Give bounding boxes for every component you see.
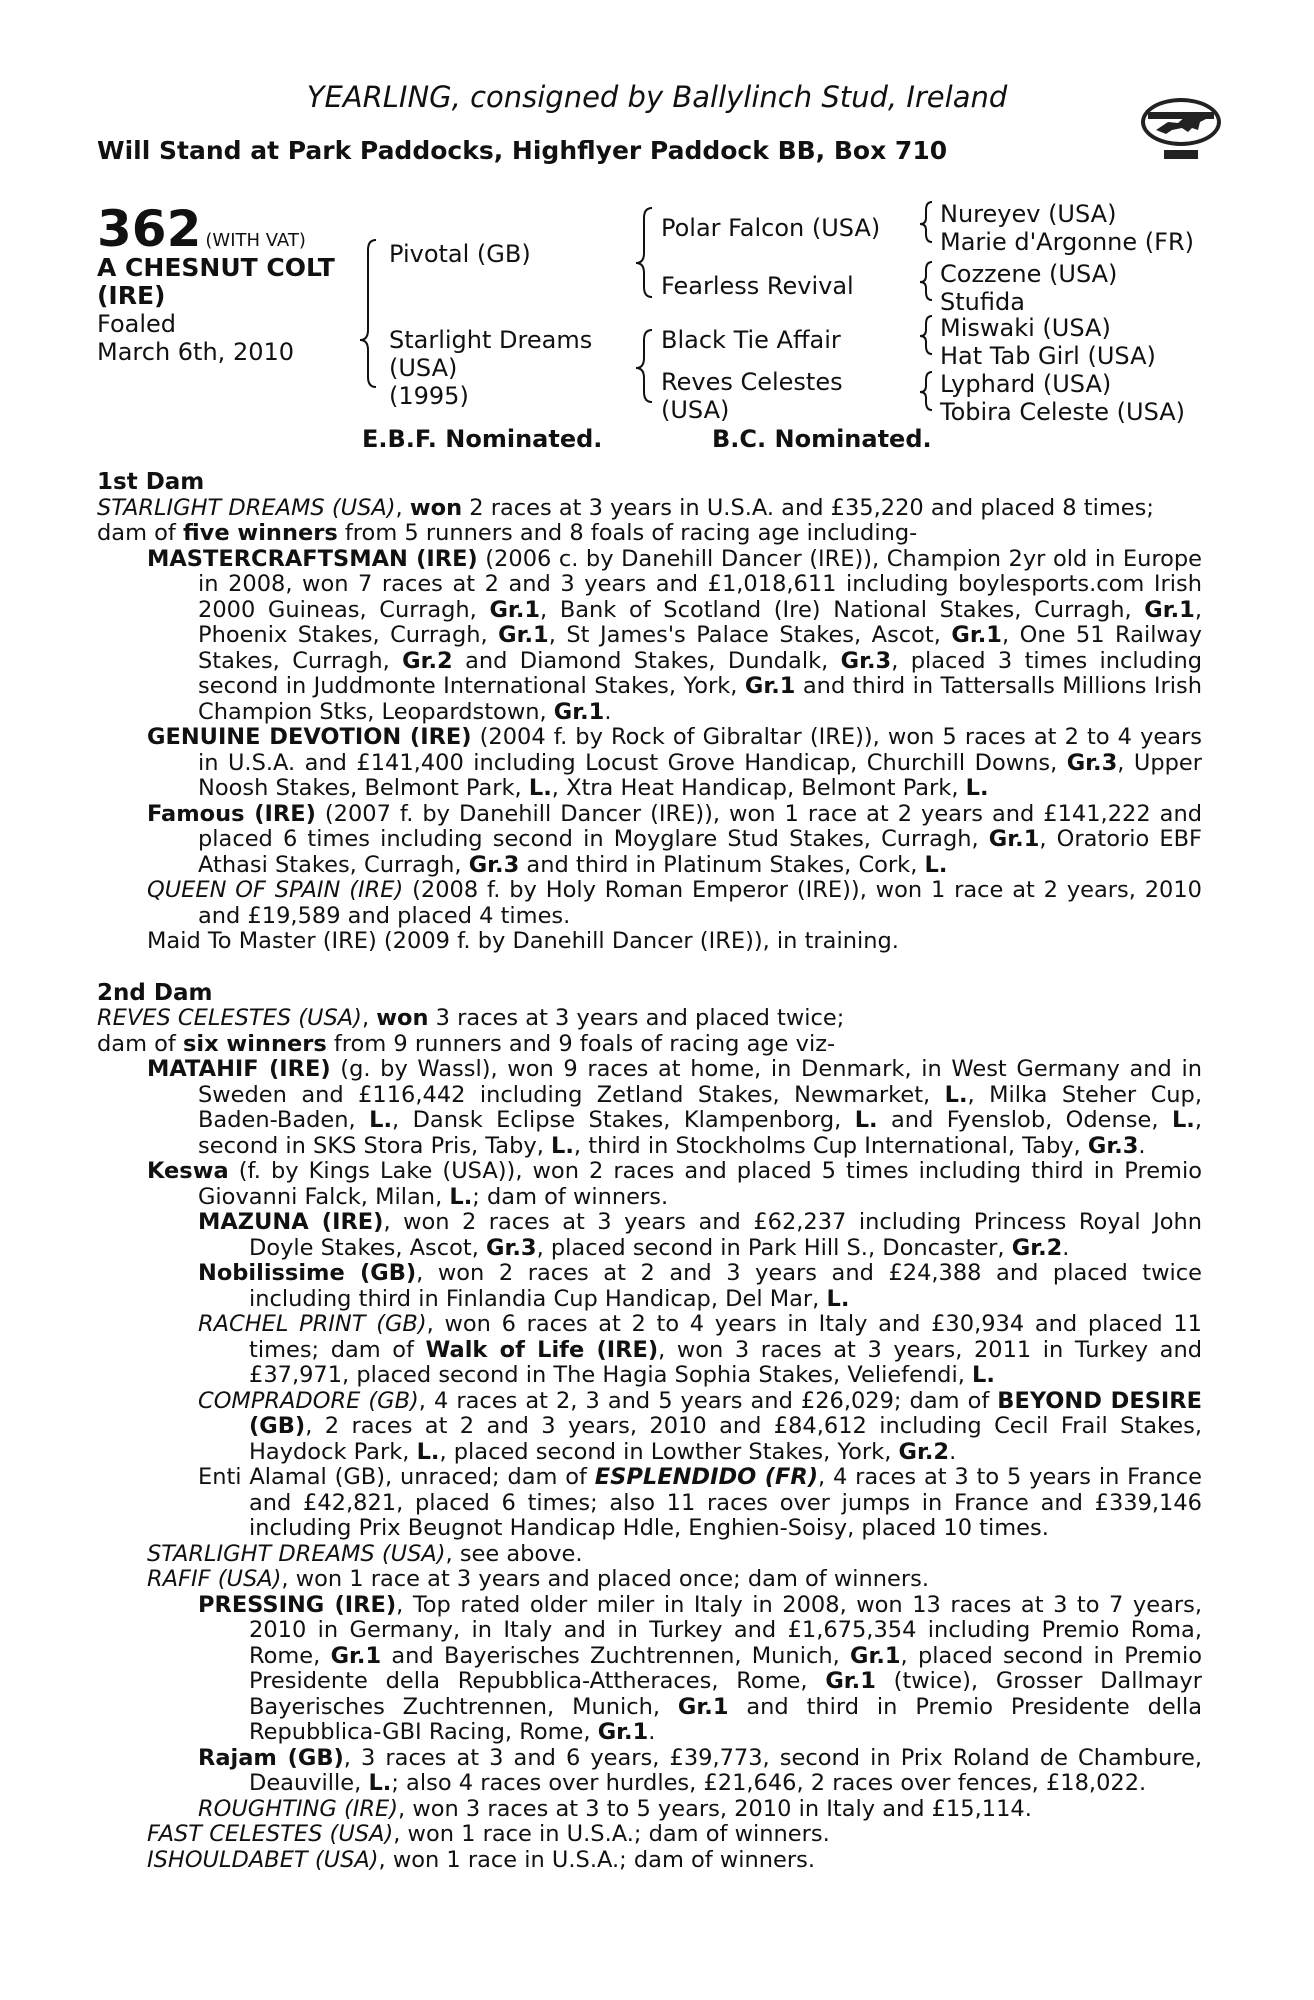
lot-name-line1: A CHESNUT COLT bbox=[97, 253, 335, 282]
produce-matahif: MATAHIF (IRE) (g. by Wassl), won 9 races at home, in Denmark, in West Germany and in Sweden and £116,442 including Zetland Stakes, Newmarket, L., Milka Steher Cup, Baden-Baden, L., Dansk Eclipse Stakes, Klampenborg, L. and Fyenslob, Odense, L., second in SKS Stora Pris, Taby, L., third in Stockholms Cup International, Taby, Gr.3. bbox=[147, 1056, 1202, 1159]
grade: Gr.1 bbox=[951, 622, 1002, 648]
horse-name: Keswa bbox=[147, 1158, 229, 1184]
bc-nominated: B.C. Nominated. bbox=[712, 425, 932, 453]
pedigree-ssd: Marie d'Argonne (FR) bbox=[940, 228, 1194, 256]
grade: Gr.1 bbox=[1144, 596, 1195, 623]
dam-dam-line2: (USA) bbox=[661, 396, 730, 424]
grade: Gr.3 bbox=[486, 1234, 537, 1261]
text: , Bank of Scotland (Ire) National Stakes, Curragh, bbox=[540, 596, 1145, 623]
dam bbox=[389, 326, 592, 410]
text: , won 6 races at 2 to 4 years in Italy and £30,934 and placed 11 times; dam of bbox=[249, 1311, 1202, 1363]
sire: Pivotal (GB) bbox=[389, 240, 531, 268]
horse-name: ESPLENDIDO (FR) bbox=[594, 1464, 819, 1490]
text: , won 1 race in U.S.A.; dam of winners. bbox=[393, 1821, 830, 1847]
pedigree-dds: Lyphard (USA) bbox=[940, 370, 1112, 398]
text: , 4 races at 2, 3 and 5 years and £26,029; dam of bbox=[418, 1387, 998, 1414]
won-label: won bbox=[376, 1005, 429, 1031]
text: and third in Premio Presidente della Repubblica-GBI Racing, Rome, bbox=[249, 1693, 1202, 1745]
produce-rajam bbox=[97, 1746, 1202, 1797]
text: , Phoenix Stakes, Curragh, bbox=[198, 596, 1202, 648]
text: , won 2 races at 2 and 3 years and £24,388 and placed twice including third in Finlandia Cup Handicap, Del Mar, bbox=[249, 1260, 1202, 1312]
text: , 2 races at 2 and 3 years, 2010 and £84,612 including Cecil Frail Stakes, Haydock Park, bbox=[249, 1413, 1202, 1465]
text: , St James's Palace Stakes, Ascot, bbox=[548, 622, 952, 648]
text: dam of bbox=[97, 520, 183, 546]
horse-name: BEYOND DESIRE (GB) bbox=[249, 1387, 1202, 1439]
won-label: won bbox=[409, 494, 463, 521]
produce-enti-alamal bbox=[97, 1465, 1202, 1542]
text: , won 3 races at 3 years, 2011 in Turkey and £37,971, placed second in The Hagia Sophia Stakes, Veliefendi, bbox=[249, 1336, 1202, 1388]
winners-count: six winners bbox=[182, 1030, 327, 1057]
dam-dam bbox=[661, 368, 843, 424]
text: and third in Tattersalls Millions Irish Champion Stks, Leopardstown, bbox=[198, 673, 1202, 725]
grade: Gr.3 bbox=[1087, 1132, 1139, 1159]
grade: Gr.1 bbox=[553, 698, 605, 725]
horse-name: Rajam (GB) bbox=[198, 1744, 344, 1771]
sire-dam: Fearless Revival bbox=[661, 272, 854, 300]
text: (2007 f. by Danehill Dancer (IRE)), won 1 race at 2 years and £141,222 and placed 6 times including second in Moyglare Stud Stakes, Curragh, bbox=[198, 800, 1202, 852]
produce-starlight-dreams bbox=[97, 1542, 1202, 1568]
text: , won 2 races at 3 years and £62,237 including Princess Royal John Doyle Stakes, Ascot, bbox=[249, 1209, 1203, 1261]
produce-nobilissime bbox=[97, 1261, 1202, 1312]
text: , Xtra Heat Handicap, Belmont Park, bbox=[551, 775, 966, 801]
produce-keswa bbox=[97, 1159, 1202, 1210]
text: (2006 c. by Danehill Dancer (IRE)), Champion 2yr old in Europe in 2008, won 7 races at 2 and 3 years and £1,018,611 including boylesports.com Irish 2000 Guineas, Curragh, bbox=[198, 545, 1202, 623]
text: , won 1 race in U.S.A.; dam of winners. bbox=[378, 1846, 815, 1873]
grade: Gr.2 bbox=[402, 647, 453, 674]
produce-mastercraftsman bbox=[97, 547, 1202, 726]
horse-name: STARLIGHT DREAMS (USA) bbox=[147, 1540, 446, 1567]
grade: L. bbox=[416, 1438, 440, 1465]
horse-name: FAST CELESTES (USA) bbox=[147, 1821, 394, 1847]
grade: Gr.1 bbox=[988, 826, 1040, 852]
text: from 5 runners and 8 foals of racing age including- bbox=[337, 520, 918, 546]
grade: L. bbox=[368, 1770, 392, 1796]
catalogue-body bbox=[97, 470, 1202, 1873]
lot-name-line2: (IRE) bbox=[97, 281, 166, 310]
pedigree-sss: Nureyev (USA) bbox=[940, 200, 1117, 228]
dam-name-line2: (USA) bbox=[389, 354, 458, 382]
text: , won 3 races at 3 to 5 years, 2010 in Italy and £15,114. bbox=[398, 1795, 1032, 1822]
grade: Gr.3 bbox=[1066, 749, 1118, 776]
text: , placed second in Premio Presidente della Repubblica-Attheraces, Rome, bbox=[249, 1642, 1202, 1694]
produce-compradore: COMPRADORE (GB), 4 races at 2, 3 and 5 years and £26,029; dam of BEYOND DESIRE (GB), 2 races at 2 and 3 years, 2010 and £84,612 including Cecil Frail Stakes, Haydock Park, L., placed second in Lowther Stakes, York, Gr.2. bbox=[198, 1387, 1202, 1465]
text: , placed 3 times including second in Juddmonte International Stakes, York, bbox=[198, 647, 1203, 699]
grade: Gr.3 bbox=[840, 647, 892, 674]
produce-mazuna: MAZUNA (IRE), won 2 races at 3 years and £62,237 including Princess Royal John Doyle Stakes, Ascot, Gr.3, placed second in Park Hill S., Doncaster, Gr.2. bbox=[198, 1209, 1203, 1261]
horse-name: PRESSING (IRE) bbox=[198, 1591, 397, 1618]
grade: Gr.1 bbox=[330, 1642, 382, 1669]
dam-name-line3: (1995) bbox=[389, 382, 469, 410]
text: , third in Stockholms Cup International, Taby, bbox=[573, 1132, 1088, 1159]
produce-genuine-devotion bbox=[97, 725, 1202, 802]
text: , One 51 Railway Stakes, Curragh, bbox=[198, 622, 1202, 674]
second-dam-intro: REVES CELESTES (USA), won 3 races at 3 years and placed twice; bbox=[97, 1005, 845, 1031]
text: Enti Alamal (GB), unraced; dam of bbox=[198, 1464, 595, 1490]
grade: L. bbox=[551, 1132, 574, 1159]
pedigree-sds: Cozzene (USA) bbox=[940, 260, 1118, 288]
text: Maid To Master (IRE) (2009 f. by Danehill Dancer (IRE)), in training. bbox=[147, 928, 899, 954]
dam-sire: Black Tie Affair bbox=[661, 326, 841, 354]
produce-maid-to-master bbox=[97, 929, 1202, 955]
produce-famous bbox=[97, 802, 1202, 879]
foaled-label: Foaled bbox=[97, 310, 177, 338]
produce-rafif bbox=[97, 1567, 1202, 1593]
produce-fast-celestes bbox=[97, 1822, 1202, 1848]
text: , 4 races at 3 to 5 years in France and £42,821, placed 6 times; also 11 races over jumps in France and £339,146 including Prix Beugnot Handicap Hdle, Enghien-Soisy, placed 10 times. bbox=[249, 1464, 1202, 1541]
grade: Gr.1 bbox=[744, 673, 796, 699]
foaled-value: March 6th, 2010 bbox=[97, 338, 295, 366]
horse-name: MASTERCRAFTSMAN (IRE) bbox=[147, 545, 478, 572]
grade: Gr.2 bbox=[898, 1438, 950, 1465]
winners-count: five winners bbox=[182, 520, 338, 546]
horse-name: ROUGHTING (IRE) bbox=[198, 1795, 399, 1822]
text: , placed second in Park Hill S., Doncaster, bbox=[536, 1234, 1012, 1261]
text: (twice), Grosser Dallmayr Bayerisches Zuchtrennen, Munich, bbox=[249, 1668, 1202, 1720]
dam-dam-line1: Reves Celestes bbox=[661, 368, 843, 396]
horse-name: Famous (IRE) bbox=[147, 800, 316, 827]
text: . bbox=[604, 698, 612, 725]
text: (g. by Wassl), won 9 races at home, in Denmark, in West Germany and in Sweden and £116,442 including Zetland Stakes, Newmarket, bbox=[198, 1056, 1202, 1108]
pedigree-dss: Miswaki (USA) bbox=[940, 314, 1111, 342]
horse-name: ISHOULDABET (USA) bbox=[147, 1846, 379, 1873]
text: and Fyenslob, Odense, bbox=[877, 1107, 1172, 1133]
text: ; dam of winners. bbox=[472, 1183, 669, 1210]
grade: Gr.2 bbox=[1011, 1234, 1063, 1261]
grade: L. bbox=[944, 1081, 968, 1108]
horse-name: RAFIF (USA) bbox=[147, 1566, 282, 1592]
text: , Top rated older miler in Italy in 2008, won 13 races at 3 to 7 years, 2010 in Germany, in Italy and in Turkey and £1,675,354 including Premio Roma, Rome, bbox=[249, 1591, 1202, 1669]
grade: Gr.1 bbox=[489, 596, 541, 623]
grade: L. bbox=[972, 1362, 995, 1388]
text: from 9 runners and 9 foals of racing age viz- bbox=[326, 1030, 836, 1057]
text: and Diamond Stakes, Dundalk, bbox=[452, 647, 841, 674]
second-dam-heading: 2nd Dam bbox=[97, 979, 213, 1006]
horse-name: MAZUNA (IRE) bbox=[198, 1209, 384, 1235]
first-dam-intro: STARLIGHT DREAMS (USA), won 2 races at 3 years in U.S.A. and £35,220 and placed 8 times; bbox=[97, 494, 1154, 521]
produce-rachel-print bbox=[97, 1312, 1202, 1389]
grade: L. bbox=[826, 1285, 850, 1312]
produce-roughting bbox=[97, 1797, 1202, 1823]
dam-name: REVES CELESTES (USA) bbox=[97, 1005, 362, 1031]
dam-name: STARLIGHT DREAMS (USA) bbox=[97, 494, 396, 521]
stand-location: Will Stand at Park Paddocks, Highflyer Paddock BB, Box 710 bbox=[97, 136, 948, 165]
grade: L. bbox=[369, 1107, 393, 1133]
grade: Gr.1 bbox=[677, 1693, 729, 1720]
text: , Milka Steher Cup, Baden-Baden, bbox=[198, 1081, 1202, 1133]
horse-name: MATAHIF (IRE) bbox=[147, 1056, 331, 1082]
grade: L. bbox=[924, 851, 948, 878]
text: (2004 f. by Rock of Gibraltar (IRE)), won 5 races at 2 to 4 years in U.S.A. and £141,400 including Locust Grove Handicap, Churchill Downs, bbox=[198, 724, 1202, 776]
text: , Upper Noosh Stakes, Belmont Park, bbox=[198, 749, 1202, 801]
grade: Gr.1 bbox=[597, 1719, 649, 1745]
dam-name-line1: Starlight Dreams bbox=[389, 326, 593, 354]
text: , second in SKS Stora Pris, Taby, bbox=[198, 1107, 1202, 1159]
text: (f. by Kings Lake (USA)), won 2 races and placed 5 times including third in Premio Giovanni Falck, Milan, bbox=[198, 1158, 1202, 1210]
horse-name: QUEEN OF SPAIN (IRE) bbox=[147, 877, 404, 903]
vat-note: (WITH VAT) bbox=[205, 230, 306, 251]
text: (2008 f. by Holy Roman Emperor (IRE)), won 1 race at 2 years, 2010 and £19,589 and placed 4 times. bbox=[198, 877, 1202, 929]
grade: L. bbox=[449, 1183, 473, 1210]
text: ; also 4 races over hurdles, £21,646, 2 races over fences, £18,022. bbox=[391, 1770, 1147, 1796]
intro-text: 3 races at 3 years and placed twice; bbox=[428, 1005, 845, 1031]
horse-name: Walk of Life (IRE) bbox=[425, 1336, 659, 1363]
text: , 3 races at 3 and 6 years, £39,773, second in Prix Roland de Chambure, Deauville, bbox=[249, 1744, 1202, 1796]
sale-heading: YEARLING, consigned by Ballylinch Stud, Ireland bbox=[306, 80, 1008, 114]
text: , won 1 race at 3 years and placed once; dam of winners. bbox=[281, 1566, 930, 1592]
pedigree-ddd: Tobira Celeste (USA) bbox=[940, 398, 1186, 426]
horse-name: GENUINE DEVOTION (IRE) bbox=[147, 724, 472, 750]
horse-name: Nobilissime (GB) bbox=[198, 1260, 417, 1286]
grade: L. bbox=[1171, 1107, 1195, 1133]
produce-pressing: PRESSING (IRE), Top rated older miler in Italy in 2008, won 13 races at 3 to 7 years, 2010 in Germany, in Italy and in Turkey and £1,675,354 including Premio Roma, Rome, Gr.1 and Bayerisches Zuchtrennen, Munich, Gr.1, placed second in Premio Presidente della Repubblica-Attheraces, Rome, Gr.1 (twice), Grosser Dallmayr Bayerisches Zuchtrennen, Munich, Gr.1 and third in Premio Presidente della Repubblica-GBI Racing, Rome, Gr.1. bbox=[198, 1591, 1202, 1745]
grade: Gr.3 bbox=[468, 851, 520, 878]
horse-name: COMPRADORE (GB) bbox=[198, 1387, 419, 1414]
grade: L. bbox=[965, 775, 989, 801]
horse-name: RACHEL PRINT (GB) bbox=[198, 1311, 427, 1337]
text: , Dansk Eclipse Stakes, Klampenborg, bbox=[392, 1107, 855, 1133]
produce-queen-of-spain bbox=[97, 878, 1202, 929]
produce-ishouldabet bbox=[97, 1848, 1202, 1874]
text: and third in Platinum Stakes, Cork, bbox=[519, 851, 925, 878]
text: dam of bbox=[97, 1030, 183, 1057]
sire-sire: Polar Falcon (USA) bbox=[661, 214, 881, 242]
pedigree-sdd: Stufida bbox=[940, 288, 1025, 316]
ebf-nominated: E.B.F. Nominated. bbox=[362, 425, 603, 453]
text: , placed second in Lowther Stakes, York, bbox=[439, 1438, 899, 1465]
first-dam-produce-summary bbox=[97, 521, 1202, 547]
first-dam-heading: 1st Dam bbox=[97, 469, 205, 495]
lot-number: 362 bbox=[97, 200, 202, 258]
grade: Gr.1 bbox=[498, 622, 549, 648]
text: , see above. bbox=[445, 1540, 583, 1567]
grade: Gr.1 bbox=[849, 1642, 901, 1669]
text: , Oratorio EBF Athasi Stakes, Curragh, bbox=[198, 826, 1202, 878]
text: and Bayerisches Zuchtrennen, Munich, bbox=[381, 1642, 850, 1669]
pedigree-dsd: Hat Tab Girl (USA) bbox=[940, 342, 1156, 370]
grade: L. bbox=[854, 1107, 878, 1133]
grade: L. bbox=[528, 775, 552, 801]
intro-text: 2 races at 3 years in U.S.A. and £35,220 and placed 8 times; bbox=[462, 494, 1154, 521]
grade: Gr.1 bbox=[825, 1668, 876, 1694]
second-dam-produce-summary bbox=[97, 1032, 1202, 1058]
